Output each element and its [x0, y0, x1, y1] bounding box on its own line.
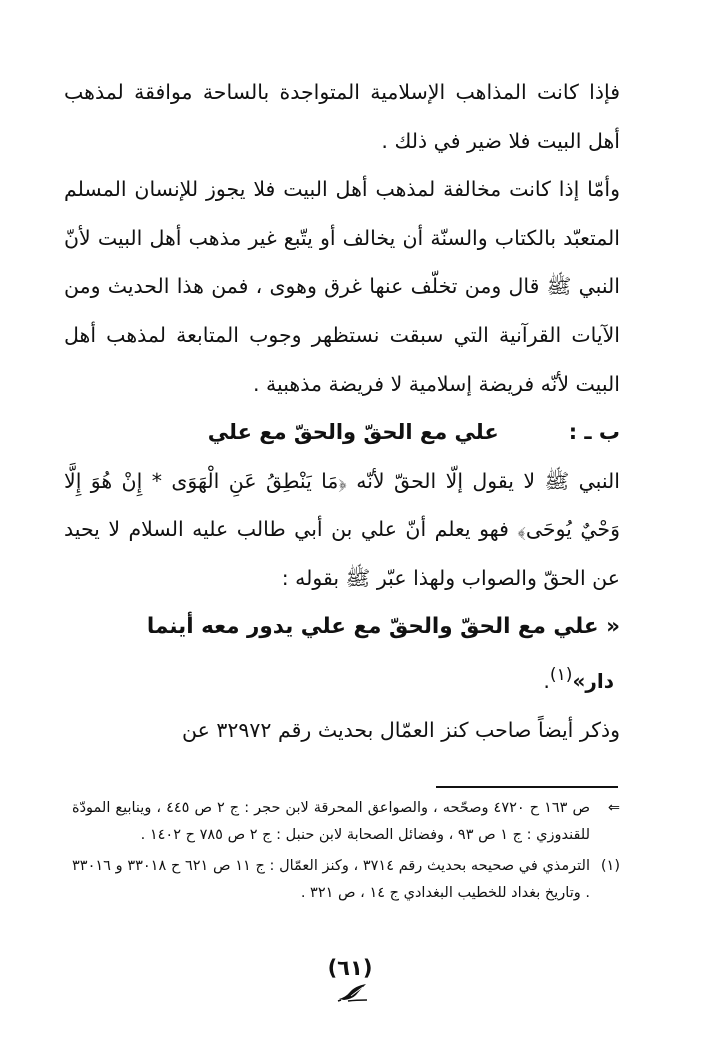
main-text — [64, 68, 620, 754]
footnote-ref: (١) — [549, 665, 573, 686]
section-heading-label: ب ـ : — [568, 420, 620, 445]
paragraph-2: وأمّا إذا كانت مخالفة لمذهب أهل البيت فلا يجوز للإنسان المسلم المتعبّد بالكتاب والسنّة أن يخالف أو يتّبع غير مذهب أهل البيت لأنّ النبي ﷺ قال ومن تخلّف عنها غرق وهوى ، فمن هذا الحديث ومن الآيات القرآنية التي سبقت نستظهر وجوب المتابعة لمذهب أهل البيت لأنّه فريضة إسلامية لا فريضة مذهبية . — [64, 177, 620, 396]
paragraph-3: النبي ﷺ لا يقول إلّا الحقّ لأنّه ﴿مَا يَنْطِقُ عَنِ الْهَوَى * إِنْ هُوَ إِلَّا وَحْيٌ يُوحَى﴾ فهو يعلم أنّ علي بن أبي طالب عليه السلام لا يحيد عن الحقّ والصواب ولهذا عبّر ﷺ بقوله : — [64, 468, 620, 590]
footnote-item — [72, 795, 620, 849]
paragraph-1: فإذا كانت المذاهب الإسلامية المتواجدة بالساحة موافقة لمذهب أهل البيت فلا ضير في ذلك . — [64, 80, 620, 153]
footnote-item — [72, 853, 620, 907]
quill-pen-icon — [336, 982, 370, 1002]
hadith-quote: « علي مع الحقّ والحقّ مع علي يدور معه أينما — [146, 613, 620, 639]
footnote-text: الترمذي في صحيحه بحديث رقم ٣٧١٤ ، وكنز العمّال : ج ١١ ص ٦٢١ ح ٣٣٠١٨ و ٣٣٠١٦ . وتاريخ بغداد للخطيب البغدادي ج ١٤ ، ص ٣٢١ . — [72, 858, 590, 901]
footnote-marker: (١) — [600, 858, 620, 874]
section-heading-title: علي مع الحقّ والحقّ مع علي — [207, 420, 499, 445]
hadith-quote-end-text: دار» — [572, 668, 614, 693]
footnote-text: ص ١٦٣ ح ٤٧٢٠ وصحّحه ، والصواعق المحرقة لابن حجر : ج ٢ ص ٤٤٥ ، وينابيع المودّة للقندوزي : ج ١ ص ٩٣ ، وفضائل الصحابة لابن حنبل : ج ٢ ص ٧٨٥ ح ١٤٠٢ . — [72, 800, 590, 843]
footnotes — [72, 795, 620, 907]
footnote-marker: ⇐ — [607, 800, 620, 816]
quote-period: . — [543, 668, 550, 693]
page-number: (٦١) — [327, 956, 373, 980]
footnote-separator — [436, 786, 618, 788]
section-heading — [64, 408, 620, 457]
paragraph-4: وذكر أيضاً صاحب كنز العمّال بحديث رقم ٣٢٩٧٢ عن — [182, 717, 620, 742]
hadith-quote-end — [64, 651, 620, 705]
